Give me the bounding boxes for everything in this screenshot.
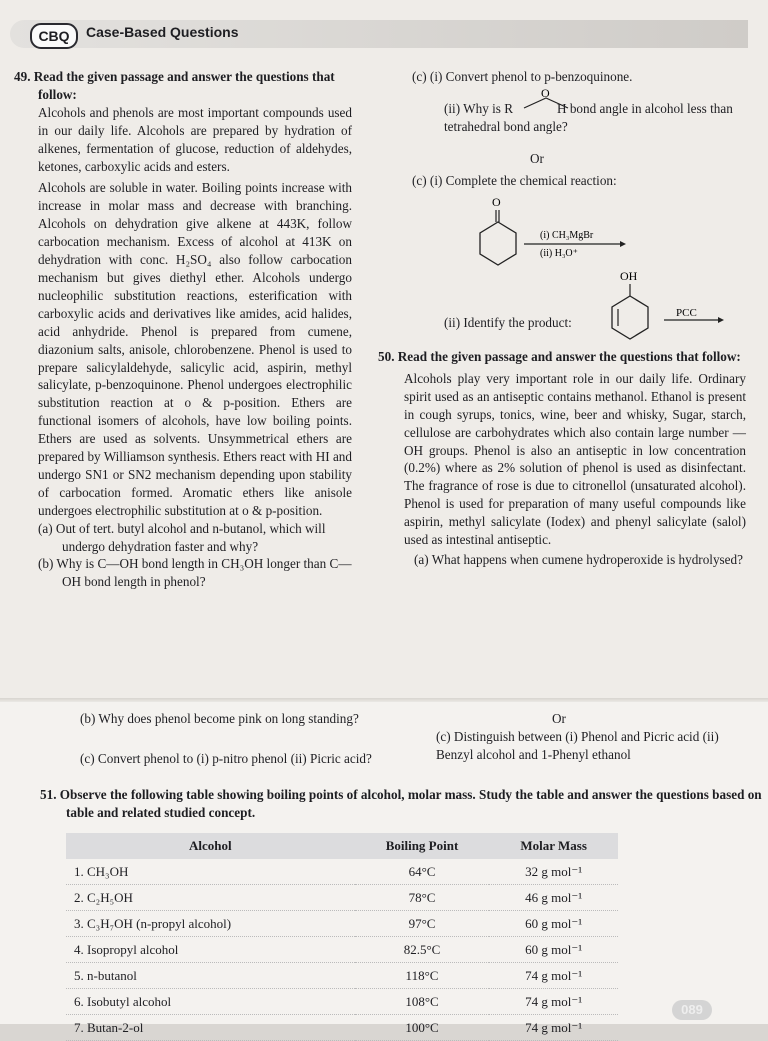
q50-prompt: 50. Read the given passage and answer the questions that follow:	[378, 349, 741, 364]
section-title: Case-Based Questions	[86, 24, 239, 40]
q49-question-c2b: H bond angle in alcohol less than tetrahedral bond angle?	[444, 101, 733, 134]
hydroxyl-label: OH	[620, 269, 638, 283]
cyclohexanone-ring	[480, 222, 516, 265]
q50-passage: Alcohols play very important role in our daily life. Ordinary spirit used as an antiseptic contains methanol. Ethanol is present in cough syrups, tonics, wine, beer and whisky, Sugar, starch, cellulose are carbohydrates which also contain large number —OH groups. Phenol is also an antiseptic in low concentration (0.2%) where as 2% solution of phenol is used as disinfectant. The fragrance of rose is due to citronellol (unsaturated alcohol). Phenol is used for preparation of many useful compounds like aspirin, methyl salicylate (Iodex) and phenyl salicylate (salol) used as intestinal antiseptic.	[404, 370, 746, 548]
q49-left-column	[14, 68, 352, 591]
q49-passage-2: Alcohols are soluble in water. Boiling points increase with increase in molar mass and decrease with branching. Alcohols on dehydration give alkene at 443K, follow carbocation mechanism. Excess of alcohol at 413K on dehydration with conc. H₂SO₄ also follow carbocation mechanism but gives diethyl ether. Alcohols undergo nucleophilic substitution reactions, esterification with carboxylic acids and derivatives like amides, acid halides, acid anhydride. Phenol is prepared from cumene, diazonium salts, anisole, chlorobenzene. Phenol is used to prepare salicylaldehyde, salicylic acid, aspirin, methyl salicylate, p-benzoquinone. Phenol undergoes electrophilic substitution reaction at o & p-position. Ethers are functional isomers of alcohols, have low boiling points. Ethers are used as solvents. Unsymmetrical ethers are prepared by Williamson synthesis. Ethers react with HI and undergo SN1 or SN2 mechanism depending upon stability of carbocation formed. Aromatic ethers like anisole undergoes electrophilic substitution at o & p-position.	[38, 180, 352, 518]
q49-question-a: (a) Out of tert. butyl alcohol and n-butanol, which will undergo dehydration faster and why?	[38, 520, 326, 554]
q50-question-b: (b) Why does phenol become pink on long standing?	[80, 711, 359, 726]
q49-right-column	[412, 68, 742, 86]
q50-or: Or	[552, 711, 566, 726]
roh-structure	[520, 86, 572, 112]
table-row: 7. Butan-2-ol 100°C 74 g mol⁻¹	[66, 1015, 618, 1041]
table-row: 4. Isopropyl alcohol 82.5°C 60 g mol⁻¹	[66, 937, 618, 963]
q49-passage-1: Alcohols and phenols are most important compounds used in our daily life. Alcohols are prepared by hydration of alkenes, fermentation of glucose, reduction of aldehydes, ketones, carboxylic acids and esters.	[38, 104, 352, 174]
header-alcohol: Alcohol	[66, 833, 355, 859]
q49-question-c3: (c) (i) Complete the chemical reaction:	[412, 173, 617, 188]
q49-question-b: (b) Why is C—OH bond length in CH₃OH longer than C—OH bond length in phenol?	[38, 556, 352, 590]
reagent-1: (i) CH₃MgBr	[540, 230, 594, 241]
oxygen-label: O	[541, 86, 550, 100]
q49-question-c2	[444, 100, 744, 136]
header-molar-mass: Molar Mass	[489, 833, 618, 859]
table-header-row	[66, 833, 618, 859]
q49-question-c4: (ii) Identify the product:	[444, 315, 572, 330]
table-row: 6. Isobutyl alcohol 108°C 74 g mol⁻¹	[66, 989, 618, 1015]
table-row: 5. n-butanol 118°C 74 g mol⁻¹	[66, 963, 618, 989]
q51-prompt: 51. Observe the following table showing boiling points of alcohol, molar mass. Study the table and answer the questions based on table and related studied concept.	[40, 787, 762, 820]
q49-prompt: 49. Read the given passage and answer the questions that follow:	[14, 69, 335, 102]
table-row: 3. C₃H₇OH (n-propyl alcohol) 97°C 60 g mol⁻¹	[66, 911, 618, 937]
pcc-reagent: PCC	[676, 307, 697, 319]
q49-question-c2a: (ii) Why is R	[444, 101, 513, 116]
q50-block	[378, 348, 746, 569]
q50-question-c: (c) Convert phenol to (i) p-nitro phenol (ii) Picric acid?	[80, 751, 372, 766]
header-boiling-point: Boiling Point	[355, 833, 490, 859]
ketone-oxygen-label: O	[492, 195, 501, 209]
q49-or-1: Or	[530, 151, 544, 166]
boiling-point-table	[66, 833, 618, 1041]
q50-question-a: (a) What happens when cumene hydroperoxide is hydrolysed?	[414, 551, 743, 567]
reagent-2: (ii) H₃O⁺	[540, 248, 578, 259]
q50-question-c2: (c) Distinguish between (i) Phenol and Picric acid (ii) Benzyl alcohol and 1-Phenyl ethanol	[436, 729, 719, 762]
q49-question-c1: (c) (i) Convert phenol to p-benzoquinone.	[412, 69, 633, 84]
page-number: 089	[672, 1000, 712, 1020]
cbq-badge: CBQ	[30, 23, 78, 49]
table-row: 2. C₂H₅OH 78°C 46 g mol⁻¹	[66, 885, 618, 911]
table-row: 1. CH₃OH 64°C 32 g mol⁻¹	[66, 859, 618, 885]
